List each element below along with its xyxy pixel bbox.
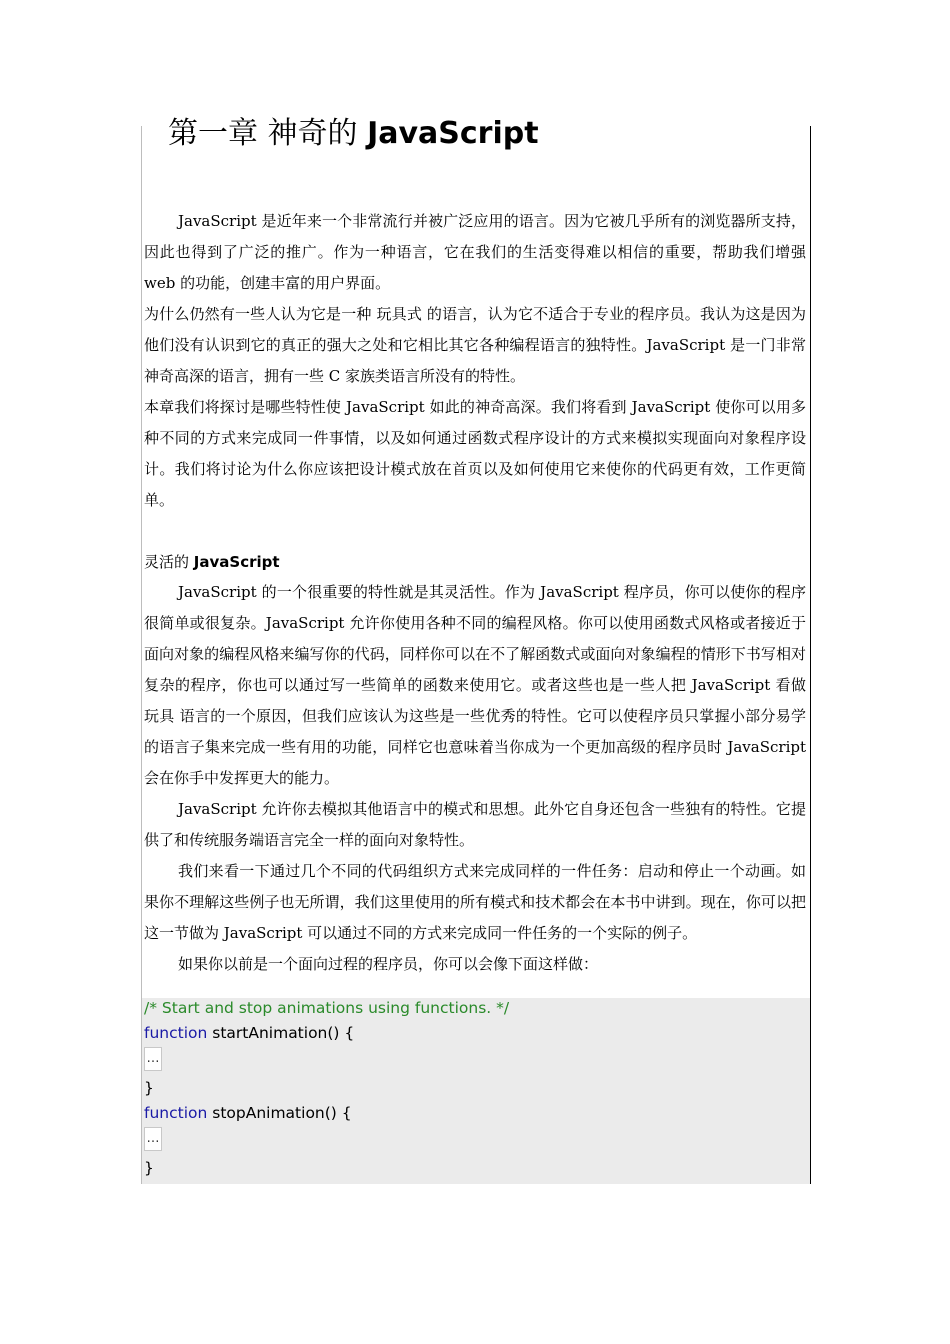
- chapter-title-prefix: 第一章 神奇的: [168, 116, 368, 151]
- code-ellipsis: …: [144, 1047, 162, 1071]
- paragraph: 为什么仍然有一些人认为它是一种 玩具式 的语言，认为它不适合于专业的程序员。我认为这是因为他们没有认识到它的真正的强大之处和它相比其它各种编程语言的独特性。JavaScript 是一门非常神奇高深的语言，拥有一些 C 家族类语言所没有的特性。: [144, 305, 806, 385]
- paragraph: JavaScript 的一个很重要的特性就是其灵活性。作为 JavaScript 程序员，你可以使你的程序很简单或很复杂。JavaScript 允许你使用各种不同的编程风格。你可以使用函数式风格或者接近于面向对象的编程风格来编写你的代码，同样你可以在不了解函数式或面向对象编程的情形下书写相对复杂的程序，你也可以通过写一些简单的函数来使用它。或者这些也是一些人把 JavaScript 看做 玩具 语言的一个原因，但我们应该认为这些是一些优秀的特性。它可以使程序员只掌握小部分易学的语言子集来完成一些有用的功能，同样它也意味着当你成为一个更加高级的程序员时 JavaScript 会在你手中发挥更大的能力。: [144, 583, 806, 787]
- paragraph: JavaScript 允许你去模拟其他语言中的模式和思想。此外它自身还包含一些独有的特性。它提供了和传统服务端语言完全一样的面向对象特性。: [144, 800, 806, 849]
- section-flexible: [144, 577, 806, 980]
- section-heading-latin: JavaScript: [193, 553, 280, 571]
- section-heading: [144, 547, 280, 578]
- section-intro: [144, 206, 806, 516]
- code-comment: /* Start and stop animations using functions. */: [144, 999, 510, 1017]
- paragraph: 如果你以前是一个面向过程的程序员，你可以会像下面这样做：: [178, 955, 599, 973]
- chapter-title: [168, 112, 539, 156]
- paragraph: 我们来看一下通过几个不同的代码组织方式来完成同样的一件任务：启动和停止一个动画。如果你不理解这些例子也无所谓，我们这里使用的所有模式和技术都会在本书中讲到。现在，你可以把这一节做为 JavaScript 可以通过不同的方式来完成同一件任务的一个实际的例子。: [144, 862, 806, 942]
- paragraph: JavaScript 是近年来一个非常流行并被广泛应用的语言。因为它被几乎所有的浏览器所支持，因此也得到了广泛的推广。作为一种语言，它在我们的生活变得难以相信的重要，帮助我们增强 web 的功能，创建丰富的用户界面。: [144, 212, 806, 292]
- code-block: [142, 998, 810, 1184]
- code-function-name: stopAnimation() {: [207, 1104, 352, 1122]
- chapter-title-latin: JavaScript: [367, 116, 539, 151]
- section-heading-prefix: 灵活的: [144, 553, 194, 571]
- right-margin-rule: [810, 126, 811, 1184]
- paragraph: 本章我们将探讨是哪些特性使 JavaScript 如此的神奇高深。我们将看到 JavaScript 使你可以用多种不同的方式来完成同一件事情，以及如何通过函数式程序设计的方式来模拟实现面向对象程序设计。我们将讨论为什么你应该把设计模式放在首页以及如何使用它来使你的代码更有效，工作更简单。: [144, 398, 806, 509]
- code-close-brace: }: [144, 1159, 154, 1177]
- code-keyword: function: [144, 1104, 208, 1122]
- code-ellipsis: …: [144, 1127, 162, 1151]
- code-line-stop: [144, 1101, 352, 1125]
- code-function-name: startAnimation() {: [207, 1024, 355, 1042]
- code-keyword: function: [144, 1024, 208, 1042]
- code-line-start: [144, 1021, 354, 1045]
- code-close-brace: }: [144, 1079, 154, 1097]
